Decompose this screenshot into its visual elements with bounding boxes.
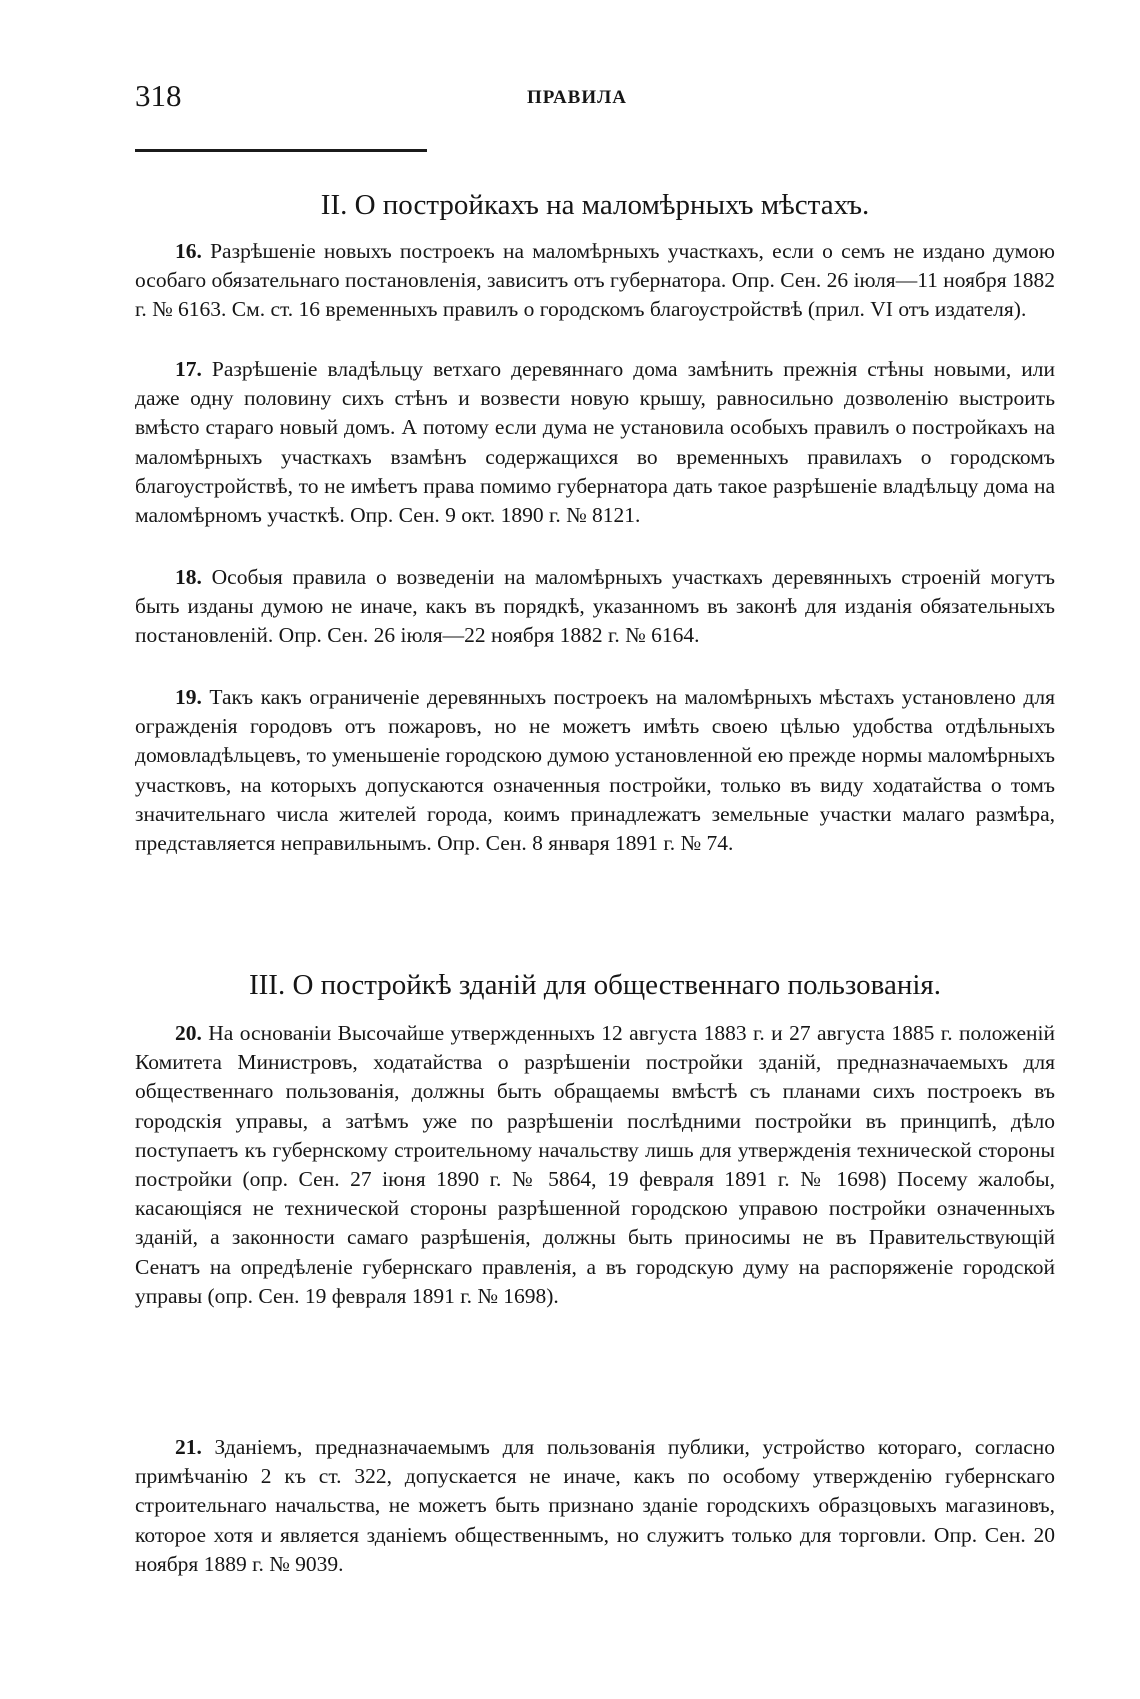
header-rule [135, 149, 427, 152]
running-header [135, 78, 1055, 118]
article-text: Такъ какъ ограниченіе деревянныхъ построекъ на маломѣрныхъ мѣстахъ установлено для огражденія городовъ отъ пожаровъ, но не можетъ имѣть своею цѣлью удобства отдѣльныхъ домовладѣльцевъ, то уменьшеніе городскою думою установленной ею прежде нормы маломѣрныхъ участковъ, на которыхъ допускаются означенныя постройки, только въ виду ходатайства о томъ значительнаго числа жителей города, коимъ принадлежатъ земельные участки малаго размѣра, представляется неправильнымъ. Опр. Сен. 8 января 1891 г. № 74. [135, 685, 1055, 856]
article-number: 17. [175, 357, 202, 381]
article-number: 16. [175, 239, 202, 263]
article-21 [135, 1433, 1055, 1579]
article-18 [135, 563, 1055, 651]
article-text: Зданіемъ, предназначаемымъ для пользованія публики, устройство котораго, согласно примѣчанію 2 къ ст. 322, допускается не иначе, какъ по особому утвержденію губернскаго строительнаго начальства, не можетъ быть признано зданіе городскихъ образцовыхъ магазиновъ, которое хотя и является зданіемъ общественнымъ, но служитъ только для торговли. Опр. Сен. 20 ноября 1889 г. № 9039. [135, 1435, 1055, 1576]
article-number: 20. [175, 1021, 202, 1045]
article-text: Особыя правила о возведеніи на маломѣрныхъ участкахъ деревянныхъ строеній могутъ быть изданы думою не иначе, какъ въ порядкѣ, указанномъ въ законѣ для изданія обязательныхъ постановленій. Опр. Сен. 26 іюля—22 ноября 1882 г. № 6164. [135, 565, 1055, 648]
article-text: Разрѣшеніе новыхъ построекъ на маломѣрныхъ участкахъ, если о семъ не издано думою особаго обязательнаго постановленія, зависитъ отъ губернатора. Опр. Сен. 26 іюля—11 ноября 1882 г. № 6163. См. ст. 16 временныхъ правилъ о городскомъ благоустройствѣ (прил. VI отъ издателя). [135, 239, 1055, 322]
article-20 [135, 1019, 1055, 1311]
article-text: На основаніи Высочайше утвержденныхъ 12 августа 1883 г. и 27 августа 1885 г. положеній Комитета Министровъ, ходатайства о разрѣшеніи постройки зданій, предназначаемыхъ для общественнаго пользованія, должны быть обращаемы вмѣстѣ съ планами сихъ построекъ въ городскія управы, а затѣмъ уже по разрѣшеніи послѣдними постройки въ принципѣ, дѣло поступаетъ къ губернскому строительному начальству лишь для утвержденія технической стороны постройки (опр. Сен. 27 іюня 1890 г. № 5864, 19 февраля 1891 г. № 1698) Посему жалобы, касающіяся не технической стороны разрѣшенной городскою управою постройки означенныхъ зданій, а законности самаго разрѣшенія, должны быть приносимы не въ Правительствующій Сенатъ на опредѣленіе губернскаго правленія, а въ городскую думу на распоряженіе городской управы (опр. Сен. 19 февраля 1891 г. № 1698). [135, 1021, 1055, 1308]
page-number: 318 [135, 78, 182, 113]
section-heading-2: II. О постройкахъ на маломѣрныхъ мѣстахъ. [320, 189, 870, 221]
running-title: ПРАВИЛА [527, 87, 628, 108]
article-17 [135, 355, 1055, 530]
article-number: 19. [175, 685, 202, 709]
section-heading-3: III. О постройкѣ зданій для общественнаго пользованія. [248, 969, 942, 1001]
article-19 [135, 683, 1055, 858]
article-number: 21. [175, 1435, 202, 1459]
article-number: 18. [175, 565, 202, 589]
article-text: Разрѣшеніе владѣльцу ветхаго деревяннаго дома замѣнить прежнія стѣны новыми, или даже одну половину сихъ стѣнъ и возвести новую крышу, равносильно дозволенію выстроить вмѣсто стараго новый домъ. А потому если дума не установила особыхъ правилъ о постройкахъ на маломѣрныхъ участкахъ взамѣнъ содержащихся во временныхъ правилахъ о городскомъ благоустройствѣ, то не имѣетъ права помимо губернатора дать такое разрѣшеніе владѣльцу дома на маломѣрномъ участкѣ. Опр. Сен. 9 окт. 1890 г. № 8121. [135, 357, 1055, 528]
article-16 [135, 237, 1055, 325]
